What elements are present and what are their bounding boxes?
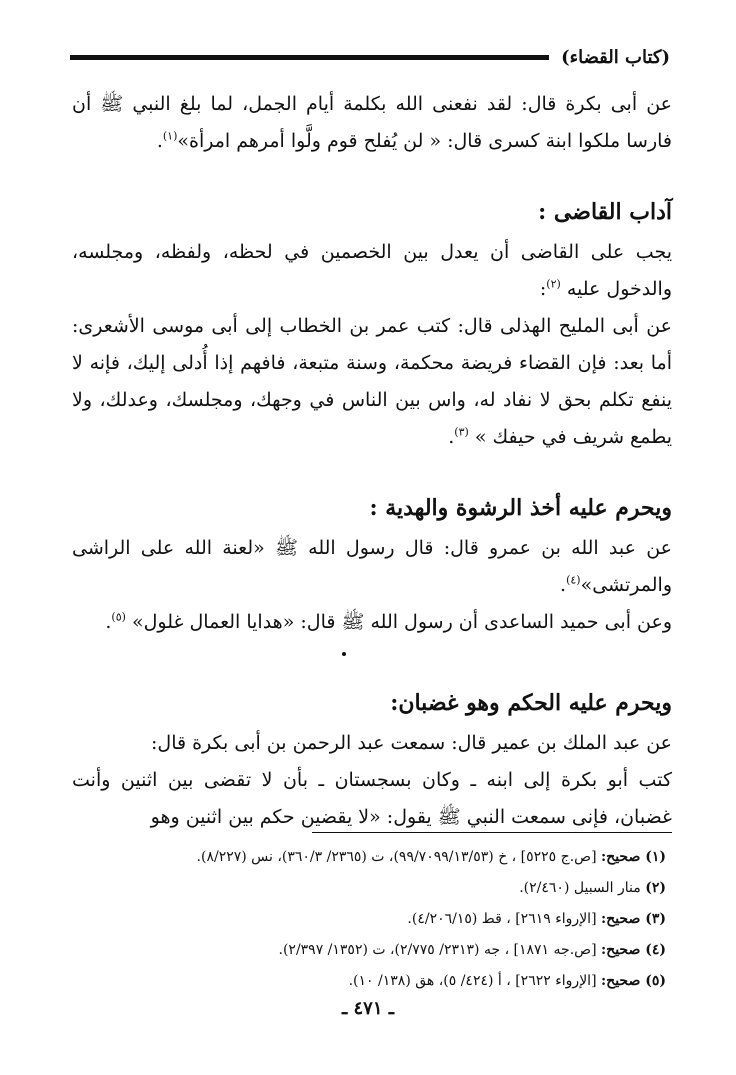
- footnote-ref: (٣): [454, 425, 469, 439]
- footnote: (٣) صحيح: [الإرواء ٢٦١٩] ، قط (٤/٢٠٦/١٥).: [407, 911, 666, 927]
- footnotes: [66, 842, 666, 997]
- section-heading: ويحرم عليه أخذ الرشوة والهدية :: [369, 495, 672, 521]
- main-text: [72, 86, 672, 836]
- paragraph: عن أبى المليح الهذلى قال: كتب عمر بن الخطاب إلى أبى موسى الأشعرى: أما بعد: فإن القضاء فريضة محكمة، وسنة متبعة، فافهم إذا أُدلى إليك، فإنه لا ينفع تكلم بحق لا نفاد له، واس بين الناس في وجهك، ومجلسك، وعدلك، ولا يطمع شريف في حيفك » $^{(٣)}$.: [72, 315, 672, 448]
- paragraph: عن عبد الملك بن عمير قال: سمعت عبد الرحمن بن أبى بكرة قال:: [150, 732, 672, 754]
- footnote: (١) صحيح: [ص.ج ٥٢٢٥] ، خ (٩٩/٧٠٩٩/١٣/٥٣)، ت (٢٣٦٥/ ٣٦٠/٣)، نس (٨/٢٢٧).: [196, 849, 666, 865]
- header-rule: [70, 55, 549, 60]
- paragraph: كتب أبو بكرة إلى ابنه ـ وكان بسجستان ـ بأن لا تقضى بين اثنين وأنت غضبان، فإنى سمعت النبي ﷺ يقول: «لا يقضين حكم بين اثنين وهو: [72, 769, 672, 828]
- footnote: (٥) صحيح: [الإرواء ٢٦٢٢] ، أ (٤٢٤/ ٥)، هق (١٣٨/ ١٠).: [348, 973, 666, 989]
- section-heading: ويحرم عليه الحكم وهو غضبان:: [390, 690, 672, 716]
- footnote-ref: (٢): [546, 277, 561, 291]
- footnote-ref: (١): [162, 129, 178, 143]
- footnote-ref: (٥): [111, 610, 126, 624]
- paragraph: عن أبى بكرة قال: لقد نفعنى الله بكلمة أيام الجمل، لما بلغ النبي ﷺ أن فارسا ملكوا ابنة كسرى قال: « لن يُفلح قوم ولَّوا أمرهم امرأة»$^{(١)}$.: [72, 93, 672, 152]
- footnote: (٢) منار السبيل (٢/٤٦٠).: [519, 880, 666, 896]
- ink-dot: [342, 652, 346, 656]
- footnote-ref: (٤): [566, 573, 581, 587]
- paragraph: وعن أبى حميد الساعدى أن رسول الله ﷺ قال: «هدايا العمال غلول» $^{(٥)}$.: [105, 610, 672, 633]
- page-number: ـ ٤٧١ ـ: [341, 998, 395, 1019]
- paragraph: عن عبد الله بن عمرو قال: قال رسول الله ﷺ «لعنة الله على الراشى والمرتشى»$^{(٤)}$.: [72, 537, 672, 596]
- page-header: [70, 40, 670, 74]
- paragraph: يجب على القاضى أن يعدل بين الخصمين في لحظه، ولفظه، ومجلسه، والدخول عليه $^{(٢)}$:: [72, 241, 672, 300]
- footnote: (٤) صحيح: [ص.جه ١٨٧١] ، جه (٢٣١٣/ ٢/٧٧٥)، ت (١٣٥٢/ ٢/٣٩٧).: [278, 942, 666, 958]
- footnote-separator: [312, 832, 672, 833]
- chapter-title: (كتاب القضاء): [561, 46, 670, 68]
- section-heading: آداب القاضى :: [538, 199, 672, 225]
